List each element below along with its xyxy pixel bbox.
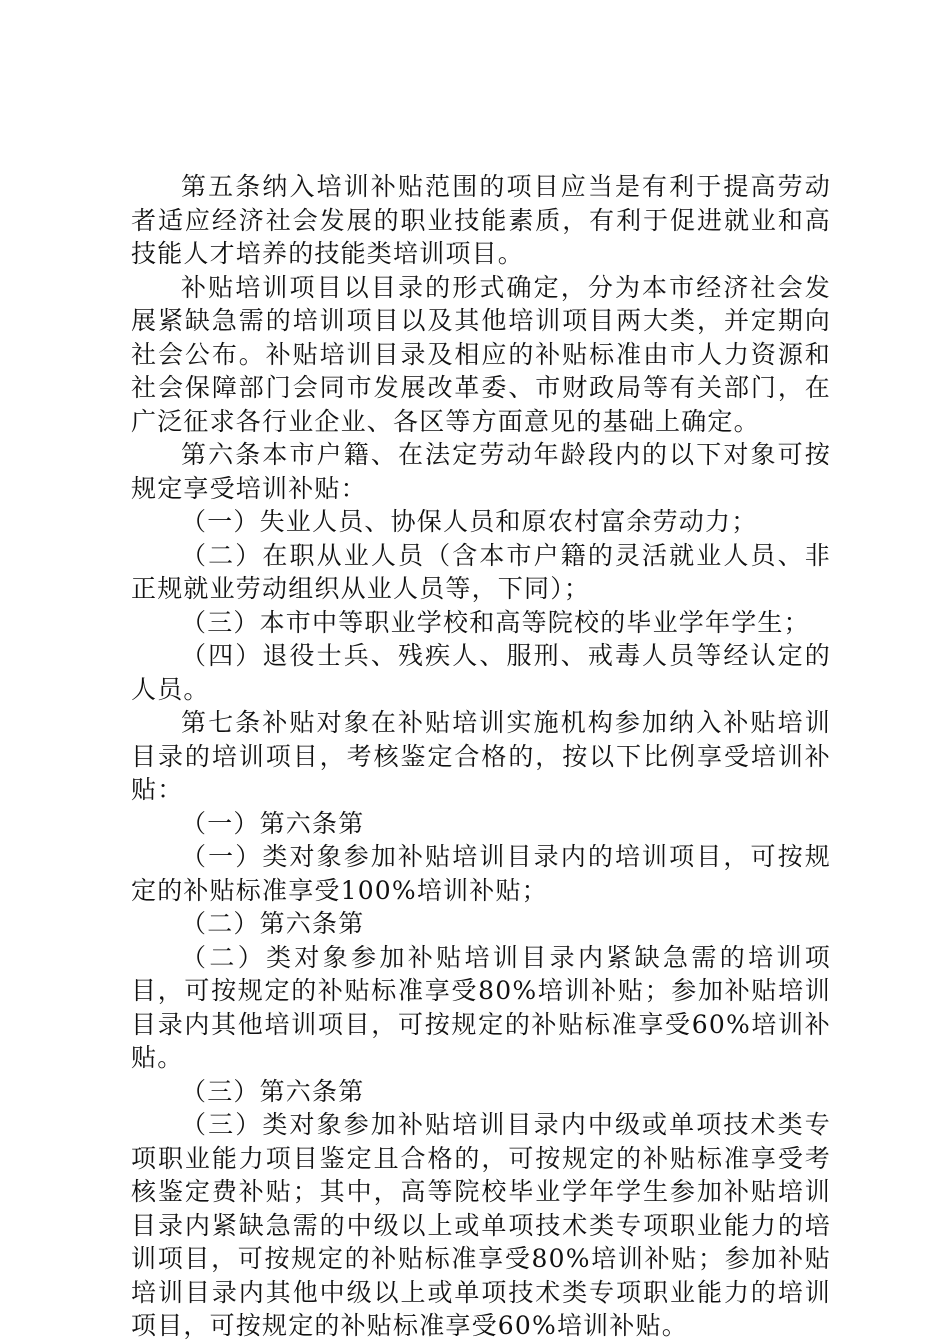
list-item-article-6-2: （二）在职从业人员（含本市户籍的灵活就业人员、非正规就业劳动组织从业人员等，下同）； — [131, 540, 831, 603]
paragraph-article-7: 第七条补贴对象在补贴培训实施机构参加纳入补贴培训目录的培训项目，考核鉴定合格的，按以下比例享受培训补贴： — [131, 708, 831, 804]
list-item-article-6-3: （三）本市中等职业学校和高等院校的毕业学年学生； — [181, 607, 810, 637]
list-item-article-7-3-body: （三）类对象参加补贴培训目录内中级或单项技术类专项职业能力项目鉴定且合格的，可按规定的补贴标准享受考核鉴定费补贴；其中，高等院校毕业学年学生参加补贴培训目录内紧缺急需的中级以上或单项技术类专项职业能力的培训项目，可按规定的补贴标准享受80%培训补贴；参加补贴培训目录内其他中级以上或单项技术类专项职业能力的培训项目，可按规定的补贴标准享受60%培训补贴。 — [131, 1110, 831, 1340]
document-body — [131, 170, 831, 1343]
list-item-article-6-1: （一）失业人员、协保人员和原农村富余劳动力； — [181, 507, 758, 536]
list-item-article-7-3-heading: （三）第六条第 — [181, 1076, 365, 1106]
paragraph-article-5: 第五条纳入培训补贴范围的项目应当是有利于提高劳动者适应经济社会发展的职业技能素质，有利于促进就业和高技能人才培养的技能类培训项目。 — [131, 172, 831, 268]
list-item-article-7-2-heading: （二）第六条第 — [181, 909, 365, 938]
list-item-article-7-1-body: （一）类对象参加补贴培训目录内的培训项目，可按规定的补贴标准享受100%培训补贴； — [131, 842, 831, 905]
list-item-article-6-4: （四）退役士兵、残疾人、服刑、戒毒人员等经认定的人员。 — [131, 641, 831, 704]
list-item-article-7-1-heading: （一）第六条第 — [181, 808, 365, 838]
list-item-article-7-2-body: （二）类对象参加补贴培训目录内紧缺急需的培训项目，可按规定的补贴标准享受80%培训补贴；参加补贴培训目录内其他培训项目，可按规定的补贴标准享受60%培训补贴。 — [131, 942, 831, 1072]
paragraph-article-6: 第六条本市户籍、在法定劳动年龄段内的以下对象可按规定享受培训补贴： — [131, 440, 831, 503]
paragraph-subsidy-catalog: 补贴培训项目以目录的形式确定，分为本市经济社会发展紧缺急需的培训项目以及其他培训项目两大类，并定期向社会公布。补贴培训目录及相应的补贴标准由市人力资源和社会保障部门会同市发展改革委、市财政局等有关部门，在广泛征求各行业企业、各区等方面意见的基础上确定。 — [131, 272, 831, 436]
